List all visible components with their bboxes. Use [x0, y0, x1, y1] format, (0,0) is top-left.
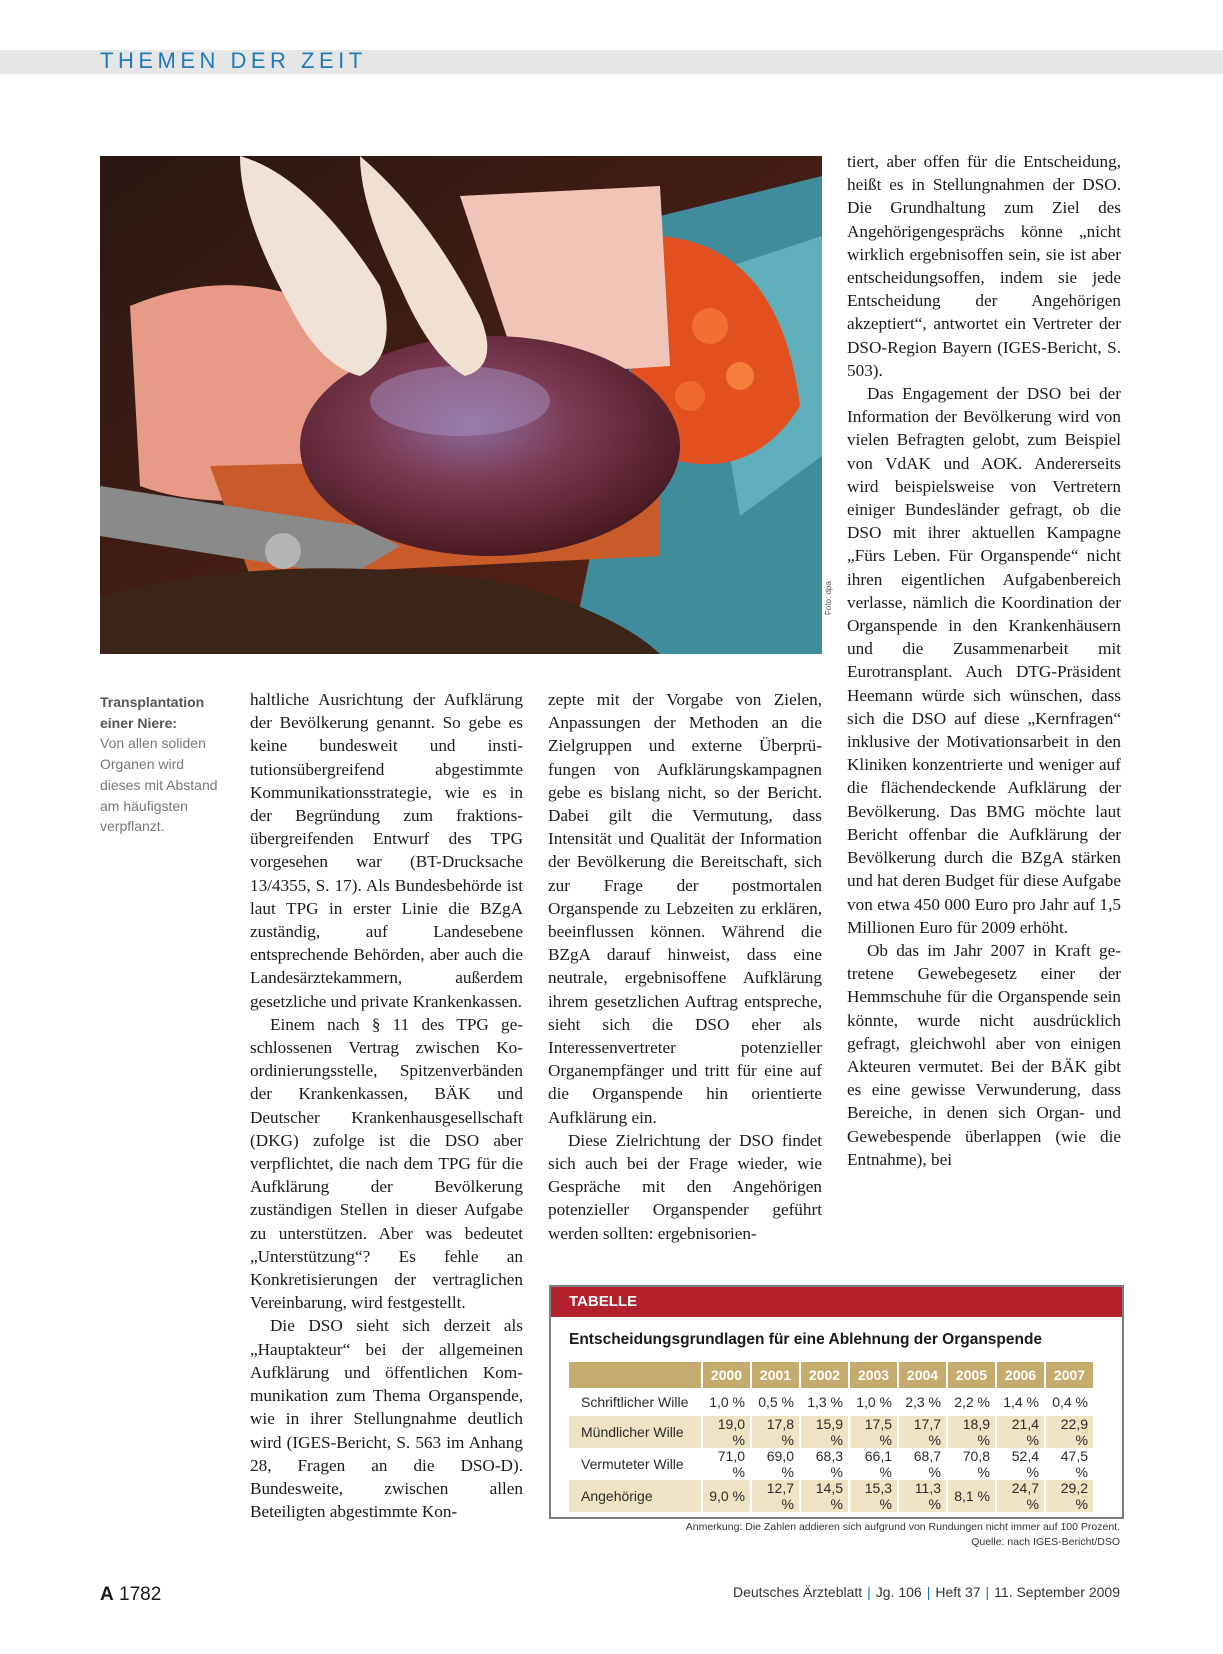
table-cell: 17,8 % [751, 1416, 800, 1448]
table-cell: 17,7 % [898, 1416, 947, 1448]
year-header: 2007 [1045, 1362, 1094, 1388]
paragraph: Einem nach § 11 des TPG geschlossenen Vertrag zwischen Koordinierungsstelle, Spitzenverbänden der Krankenkassen, BÄK und Deutscher Krankenhausgesellschaft (DKG) zufolge ist die DSO aber verpflichtet, die nach dem TPG für die Aufklärung der Bevölkerung zuständigen Stellen in dieser Aufgabe zu unterstützen. Aber was bedeutet „Unterstützung“? Es fehle an Konkretisierungen der vertraglichen Vereinbarung, wird festgestellt. [250, 1014, 523, 1313]
photo-credit: Foto: dpa [824, 581, 833, 615]
table-cell: 12,7 % [751, 1480, 800, 1512]
year-header: 2002 [800, 1362, 849, 1388]
page-number-value: 1782 [119, 1584, 162, 1605]
table-cell: 1,0 % [849, 1388, 898, 1416]
kidney-transplant-photo [100, 156, 822, 654]
table-title: Entscheidungsgrundlagen für eine Ablehnung der Organspende [569, 1331, 1043, 1348]
table-cell: 68,7 % [898, 1448, 947, 1480]
journal-info [733, 1584, 1120, 1600]
caption-title: Transplantation einer Niere: [100, 694, 205, 731]
table-cell: 18,9 % [947, 1416, 996, 1448]
table-corner-cell [569, 1362, 702, 1388]
table-row [569, 1416, 1094, 1448]
table-row [569, 1448, 1094, 1480]
table-cell: 2,2 % [947, 1388, 996, 1416]
table-row [569, 1388, 1094, 1416]
table-cell: 9,0 % [702, 1480, 751, 1512]
table-cell: 0,4 % [1045, 1388, 1094, 1416]
table-cell: 71,0 % [702, 1448, 751, 1480]
row-label: Angehörige [569, 1480, 702, 1512]
table-header-row [569, 1362, 1094, 1388]
paragraph: tiert, aber offen für die Entscheidung, heißt es in Stellungnahmen der DSO. Die Grundhaltung zum Ziel des Angehörigengesprächs könne „nicht wirklich ergebnisoffen sein, sie ist aber entscheidungsoffen, indem sie jede Entscheidung der Angehörigen akzeptiert“, antwortet ein Vertreter der DSO-Region Bayern (IGES-Bericht, S. 503). [847, 152, 1121, 380]
table-cell: 1,3 % [800, 1388, 849, 1416]
photo-illustration [100, 156, 822, 654]
paragraph: haltliche Ausrichtung der Aufklärung der Bevölkerung genannt. So gebe es keine bundesweit und institutionsübergreifend abgestimmte Kommunikationsstrategie, wie es in der Begründung zum fraktionsübergreifenden Entwurf des TPG vorgesehen war (BT-Drucksache 13/4355, S. 17). Als Bundesbehörde ist laut TPG in erster Linie die BZgA zuständig, auf Landesebene entsprechende Behörden, aber auch die Landesärztekammern, außerdem gesetzliche und private Krankenkassen. [250, 690, 523, 1011]
table-cell: 24,7 % [996, 1480, 1045, 1512]
paragraph: Die DSO sieht sich derzeit als „Hauptakteur“ bei der allgemeinen Aufklärung und öffentlichen Kommunikation zum Thema Organspende, wie in ihrer Stellungnahme deutlich wird (IGES-Bericht, S. 563 im Anhang 28, Fragen an die DSO-D). Bundesweite, zwischen allen Beteiligten abgestimmte Kon- [250, 1316, 523, 1522]
table-cell: 2,3 % [898, 1388, 947, 1416]
year-header: 2003 [849, 1362, 898, 1388]
table-cell: 15,9 % [800, 1416, 849, 1448]
separator: | [867, 1584, 871, 1600]
table-row [569, 1480, 1094, 1512]
year-header: 2005 [947, 1362, 996, 1388]
year-header: 2004 [898, 1362, 947, 1388]
table-cell: 22,9 % [1045, 1416, 1094, 1448]
data-table-box [549, 1285, 1124, 1519]
table-cell: 0,5 % [751, 1388, 800, 1416]
paragraph: Diese Zielrichtung der DSO findet sich auch bei der Frage wieder, wie Gespräche mit den Angehörigen potenzieller Organspender geführt werden sollten: ergebnisorien- [548, 1130, 822, 1243]
table-cell: 52,4 % [996, 1448, 1045, 1480]
table-cell: 68,3 % [800, 1448, 849, 1480]
article-column-2 [548, 688, 822, 1245]
paragraph: Das Engagement der DSO bei der Information der Bevölkerung wird von vielen Befragten gelobt, zum Beispiel von VdAK und AOK. Andererseits wird beispielsweise von Vertretern einiger Bundesländer gefragt, ob die DSO mit ihrer aktuellen Kampagne „Fürs Leben. Für Organspende“ nicht ihren eigentlichen Aufgabenbereich verlasse, nämlich die Koordination der Organspende in den Krankenhäusern und die Zusammenarbeit mit Eurotransplant. Auch DTG-Präsident Heemann würde sich wünschen, dass sich die DSO auf diese „Kernfragen“ inklusive der Motivationsarbeit in den Kliniken konzentrierte und weniger auf die flächendeckende Aufklärung der Bevölkerung. Das BMG möchte laut Bericht offenbar die Aufklärung der Bevölkerung durch die BZgA stärken und hat deren Budget für diese Aufgabe von etwa 450 000 Euro pro Jahr auf 1,5 Millionen Euro für 2009 erhöht. [847, 384, 1121, 937]
year-header: 2000 [702, 1362, 751, 1388]
separator: | [926, 1584, 931, 1600]
year-header: 2006 [996, 1362, 1045, 1388]
table-cell: 15,3 % [849, 1480, 898, 1512]
table-cell: 14,5 % [800, 1480, 849, 1512]
table-cell: 1,4 % [996, 1388, 1045, 1416]
page-prefix: A [100, 1584, 114, 1605]
article-column-3 [847, 150, 1121, 1171]
table-cell: 69,0 % [751, 1448, 800, 1480]
table-source: Quelle: nach IGES-Bericht/DSO [971, 1536, 1120, 1548]
table-cell: 21,4 % [996, 1416, 1045, 1448]
table-cell: 17,5 % [849, 1416, 898, 1448]
table-tag: TABELLE [551, 1287, 1122, 1317]
table-note: Anmerkung: Die Zahlen addieren sich aufgrund von Rundungen nicht immer auf 100 Prozent. [685, 1521, 1120, 1533]
row-label: Mündlicher Wille [569, 1416, 702, 1448]
separator: | [985, 1584, 990, 1600]
table-cell: 47,5 % [1045, 1448, 1094, 1480]
photo-caption [100, 692, 225, 837]
row-label: Schriftlicher Wille [569, 1388, 702, 1416]
caption-text: Von allen soliden Organen wird dieses mit Abstand am häufigsten verpflanzt. [100, 735, 218, 835]
journal-issue: Heft 37 [935, 1584, 981, 1600]
page-number [100, 1584, 161, 1606]
year-header: 2001 [751, 1362, 800, 1388]
journal-date: 11. September 2009 [994, 1584, 1120, 1600]
table-cell: 70,8 % [947, 1448, 996, 1480]
table-cell: 66,1 % [849, 1448, 898, 1480]
section-title: THEMEN DER ZEIT [100, 48, 367, 73]
row-label: Vermuteter Wille [569, 1448, 702, 1480]
paragraph: Ob das im Jahr 2007 in Kraft getretene Gewebegesetz einer der Hemmschuhe für die Organspende sein könnte, wurde nicht ausdrücklich gefragt, gleichwohl aber von einigen Akteuren vermutet. Bei der BÄK gibt es eine gewisse Verwunderung, dass Bereiche, in denen sich Organ- und Gewebespende überlappen (wie die Entnahme), bei [847, 940, 1121, 1169]
article-column-1 [250, 688, 523, 1523]
table-cell: 1,0 % [702, 1388, 751, 1416]
journal-volume: Jg. 106 [875, 1584, 922, 1600]
data-table [569, 1362, 1095, 1512]
table-cell: 29,2 % [1045, 1480, 1094, 1512]
paragraph: zepte mit der Vorgabe von Zielen, Anpassungen der Methoden an die Zielgruppen und externe Überprüfungen von Aufklärungskampagnen gebe es bislang nicht, so der Bericht. Dabei gilt die Vermutung, dass Intensität und Qualität der Information der Bevölkerung die Bereitschaft, sich zur Frage der postmortalen Organspende zu Lebzeiten zu erklären, beeinflussen können. Während die BZgA darauf hinweist, dass eine neutrale, ergebnisoffene Aufklärung ihrem gesetzlichen Auftrag entspreche, sieht sich die DSO eher als Interessenvertreter potenzieller Organempfänger und tritt für eine auf die Organspende hin orientierte Aufklärung ein. [548, 690, 822, 1127]
journal-name: Deutsches Ärzteblatt [732, 1584, 863, 1600]
table-cell: 19,0 % [702, 1416, 751, 1448]
table-cell: 8,1 % [947, 1480, 996, 1512]
table-cell: 11,3 % [898, 1480, 947, 1512]
